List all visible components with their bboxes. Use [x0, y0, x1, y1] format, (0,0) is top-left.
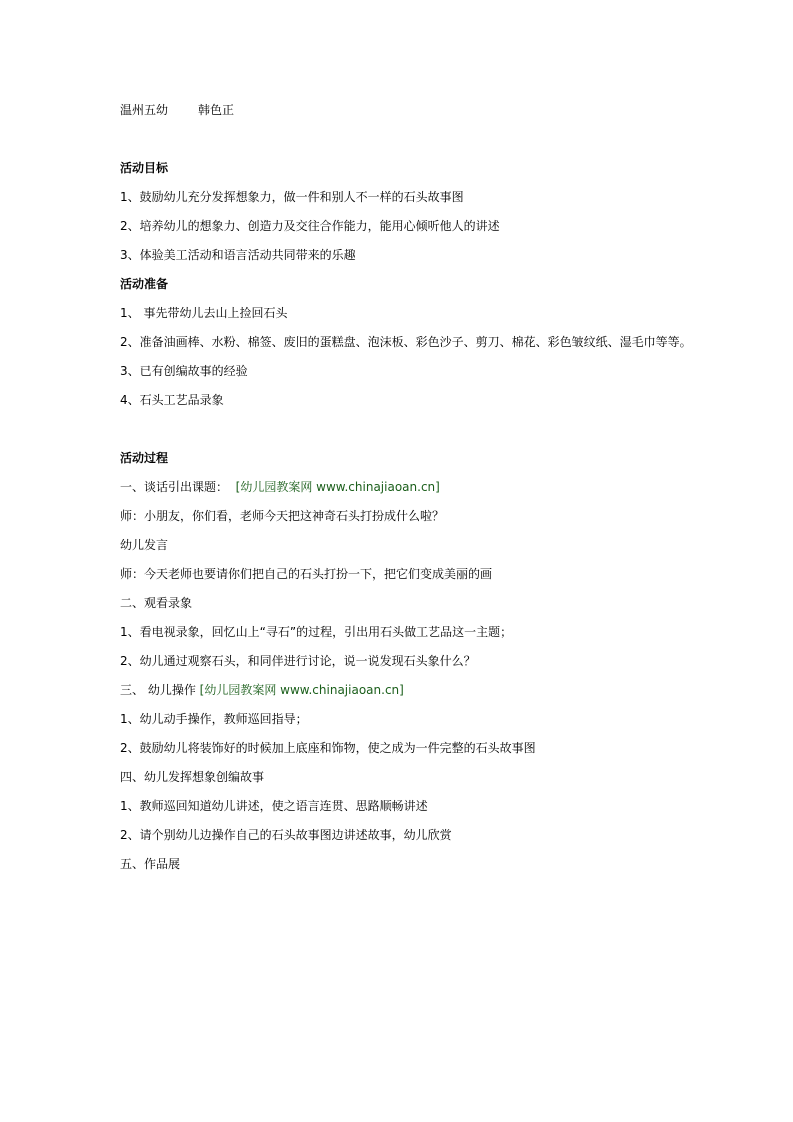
prep-item: 1、 事先带幼儿去山上捡回石头: [120, 306, 288, 320]
step5-title: 五、作品展: [120, 857, 181, 871]
step2-title: 二、观看录象: [120, 596, 193, 610]
document-page: [120, 101, 720, 884]
step3-line: 1、幼儿动手操作，教师巡回指导；: [120, 712, 308, 726]
step2-line: 2、幼儿通过观察石头，和同伴进行讨论，说一说发现石头象什么？: [120, 654, 476, 668]
step1-line: 师：今天老师也要请你们把自己的石头打扮一下，把它们变成美丽的画: [120, 567, 493, 581]
prep-item: 2、准备油画棒、水粉、棉签、废旧的蛋糕盘、泡沫板、彩色沙子、剪刀、棉花、彩色皱纹纸、湿毛巾等等。: [120, 335, 692, 349]
prep-item: 4、石头工艺品录象: [120, 393, 224, 407]
step1-title: 一、谈话引出课题：: [120, 480, 229, 494]
process-heading: 活动过程: [120, 451, 169, 465]
step2-line: 1、看电视录象，回忆山上“寻石”的过程，引出用石头做工艺品这一主题；: [120, 625, 513, 639]
prep-heading: 活动准备: [120, 277, 169, 291]
author-line: [120, 101, 720, 119]
goal-item: 3、体验美工活动和语言活动共同带来的乐趣: [120, 248, 356, 262]
step1-line: 师：小朋友，你们看，老师今天把这神奇石头打扮成什么啦？: [120, 509, 445, 523]
author-school: 温州五幼: [120, 103, 169, 117]
step3-line: 2、鼓励幼儿将装饰好的时候加上底座和饰物，使之成为一件完整的石头故事图: [120, 741, 536, 755]
step3-title-line: [120, 681, 720, 699]
prep-item: 3、已有创编故事的经验: [120, 364, 248, 378]
goal-item: 2、培养幼儿的想象力、创造力及交往合作能力，能用心倾听他人的讲述: [120, 219, 500, 233]
goals-heading: 活动目标: [120, 161, 169, 175]
goal-item: 1、鼓励幼儿充分发挥想象力，做一件和别人不一样的石头故事图: [120, 190, 464, 204]
step4-line: 1、教师巡回知道幼儿讲述，使之语言连贯、思路顺畅讲述: [120, 799, 428, 813]
step1-link[interactable]: [幼儿园教案网 www.chinajiaoan.cn]: [235, 480, 440, 494]
step4-title: 四、幼儿发挥想象创编故事: [120, 770, 265, 784]
step3-link[interactable]: [幼儿园教案网 www.chinajiaoan.cn]: [199, 683, 404, 697]
step1-title-line: [120, 478, 720, 496]
author-name: 韩色正: [198, 103, 235, 117]
step4-line: 2、请个别幼儿边操作自己的石头故事图边讲述故事，幼儿欣赏: [120, 828, 452, 842]
step1-line: 幼儿发言: [120, 538, 169, 552]
step3-title: 三、 幼儿操作: [120, 683, 196, 697]
